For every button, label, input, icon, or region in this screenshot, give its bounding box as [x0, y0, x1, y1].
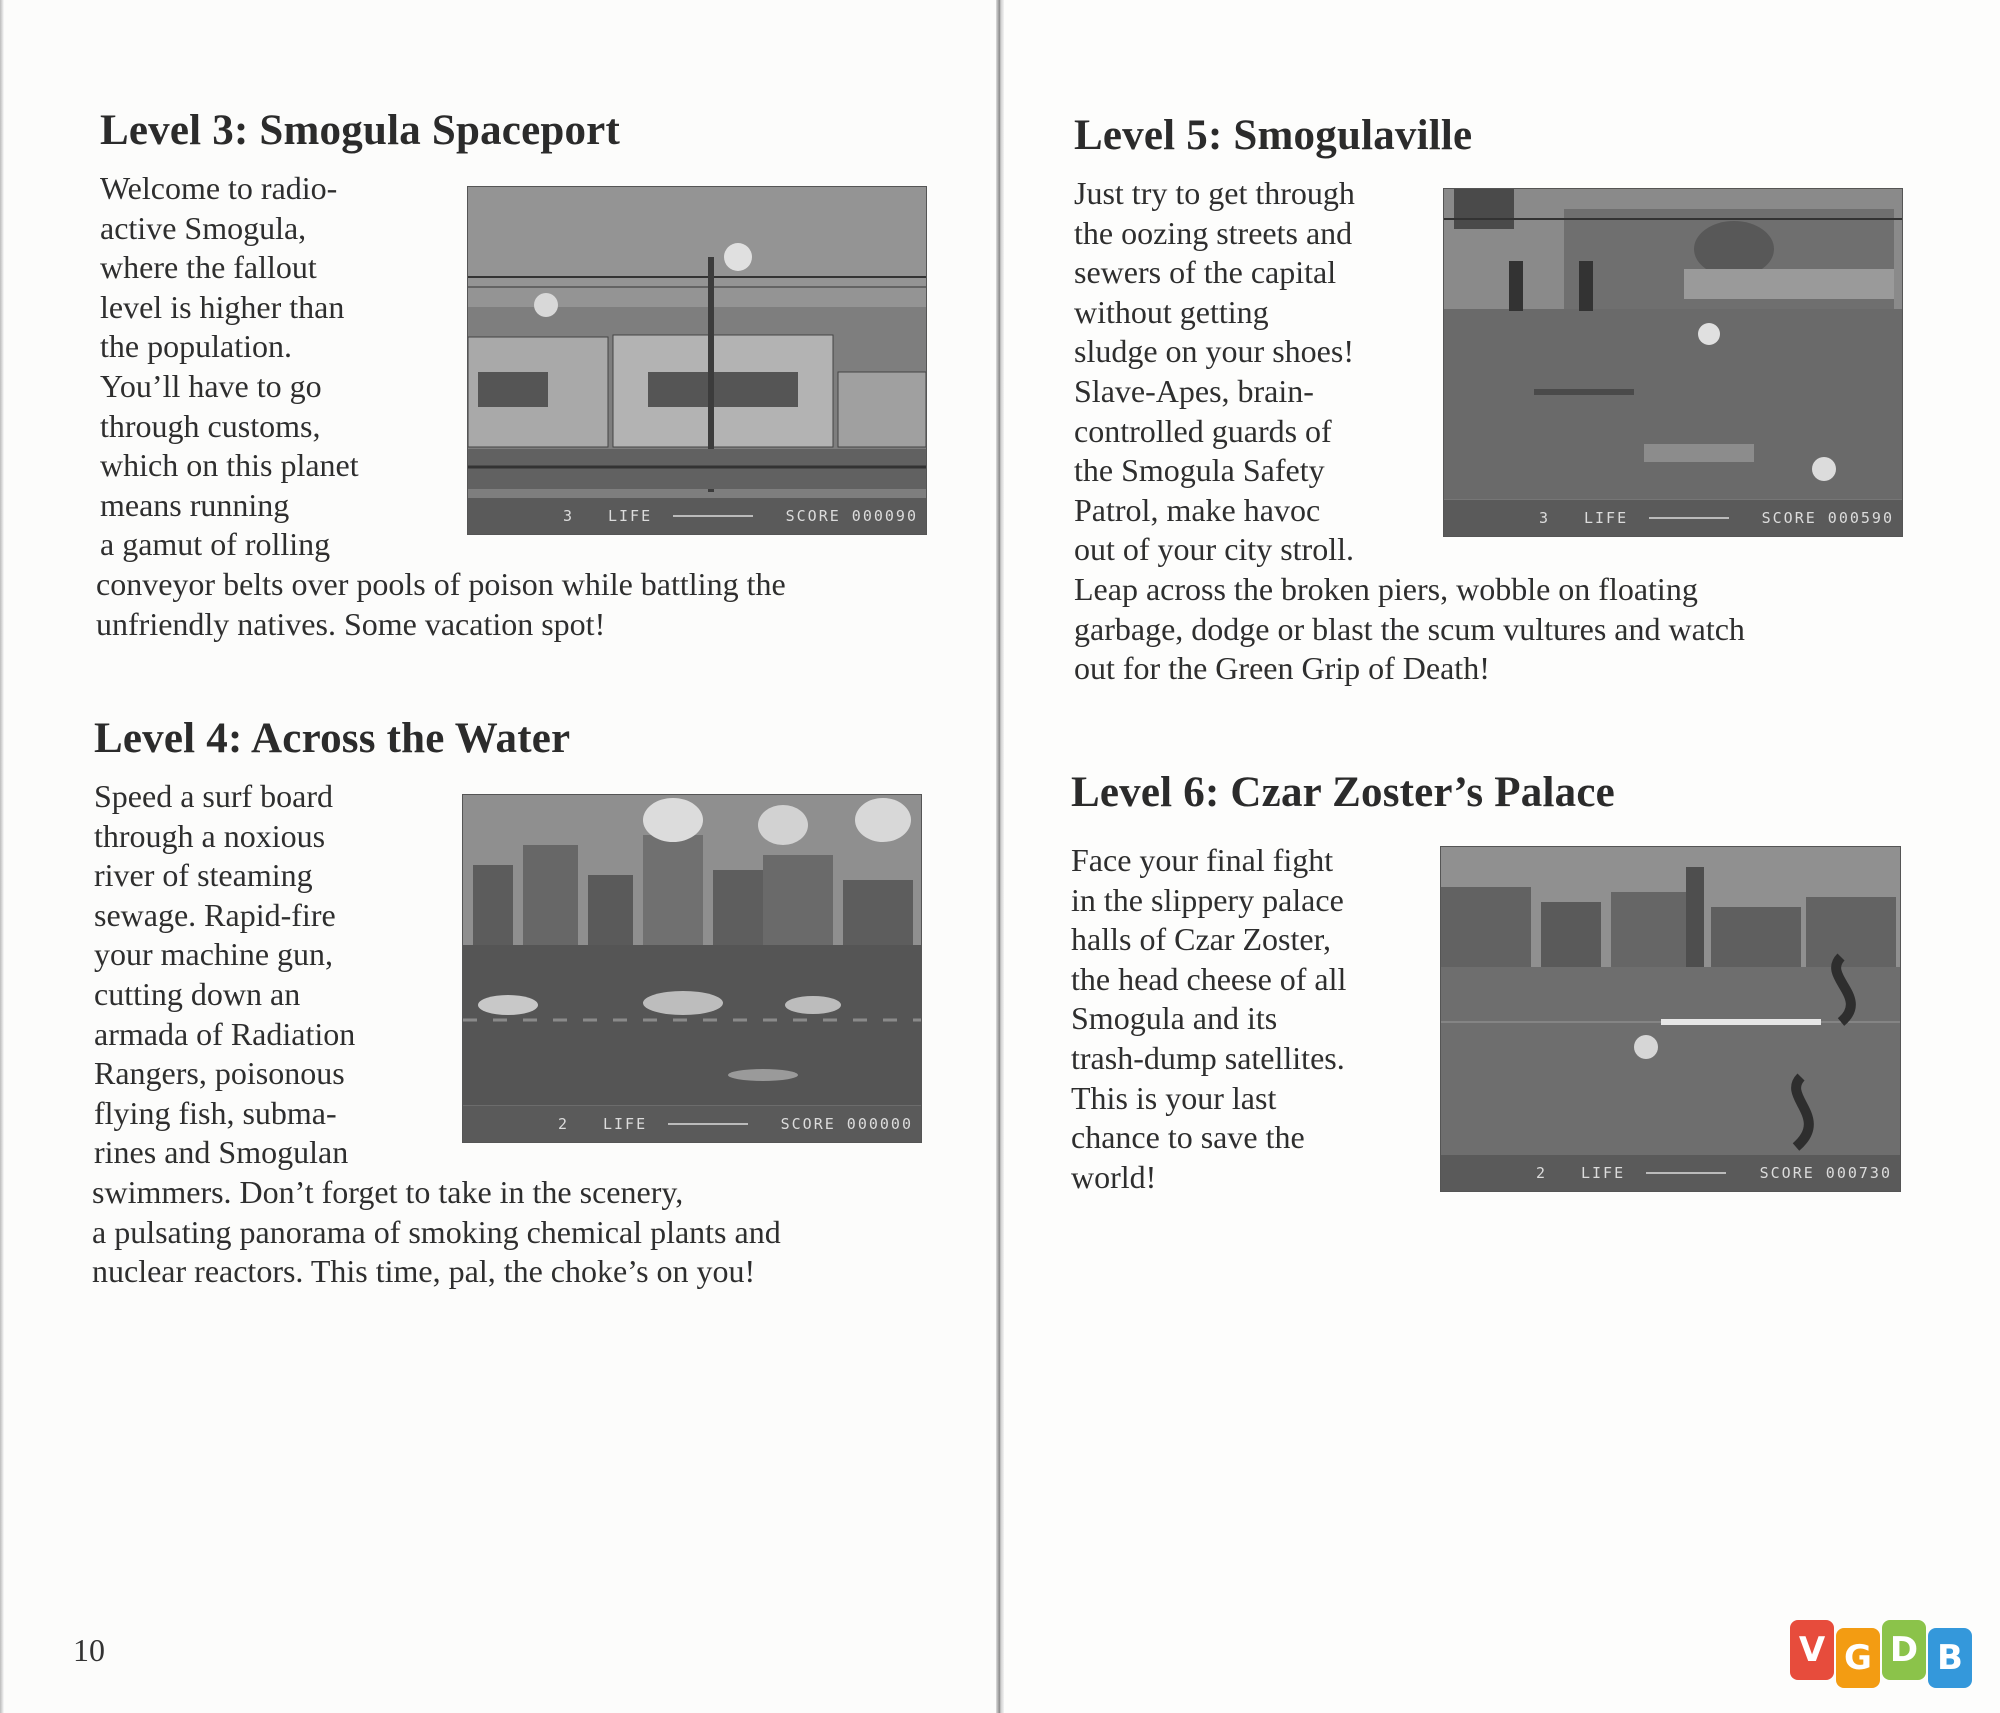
text-line: Leap across the broken piers, wobble on floating — [1074, 570, 1698, 607]
text-line: Patrol, make havoc — [1074, 491, 1321, 528]
screenshot-level-5 — [1443, 188, 1903, 537]
text-line: which on this planet — [100, 447, 359, 484]
lives-count: 3 — [1539, 509, 1551, 527]
text-line: Just try to get through — [1074, 175, 1355, 211]
section-title: Level 5: Smogulaville — [1074, 112, 1473, 159]
text-line: chance to save the — [1071, 1119, 1305, 1156]
text-line: through customs, — [100, 407, 321, 444]
text-line: nuclear reactors. This time, pal, the choke’s on you! — [92, 1253, 756, 1290]
game-hud — [463, 1106, 921, 1142]
text-line: Welcome to radio- — [100, 170, 338, 206]
text-line: through a noxious — [94, 817, 326, 854]
life-label: LIFE — [608, 507, 653, 525]
vgdb-letter-g: G — [1836, 1628, 1880, 1688]
game-hud — [468, 498, 926, 534]
palace-scene-image — [1441, 847, 1900, 1191]
vgdb-letter-v: V — [1790, 1620, 1834, 1680]
score-readout: SCORE 000000 — [780, 1115, 913, 1133]
life-bar — [668, 1123, 748, 1125]
book-fold — [996, 0, 1004, 1713]
text-line: swimmers. Don’t forget to take in the scenery, — [92, 1173, 684, 1210]
text-line: the head cheese of all — [1071, 960, 1347, 997]
text-line: world! — [1071, 1158, 1157, 1195]
text-line: your machine gun, — [94, 936, 334, 973]
river-scene-image — [463, 795, 921, 1142]
street-scene-image — [1444, 189, 1902, 536]
life-label: LIFE — [1584, 509, 1629, 527]
life-bar — [1646, 1172, 1726, 1174]
text-line: the oozing streets and — [1074, 214, 1353, 251]
score-readout: SCORE 000090 — [785, 507, 918, 525]
text-line: garbage, dodge or blast the scum vultures and watch — [1074, 610, 1745, 647]
lives-count: 3 — [563, 507, 575, 525]
text-line: in the slippery palace — [1071, 881, 1344, 918]
text-line: level is higher than — [100, 288, 345, 325]
text-line: a pulsating panorama of smoking chemical plants and — [92, 1213, 781, 1250]
text-line: trash-dump satellites. — [1071, 1039, 1345, 1076]
text-line: Slave-Apes, brain- — [1074, 372, 1314, 409]
section-title: Level 4: Across the Water — [94, 715, 571, 762]
text-line: without getting — [1074, 293, 1269, 330]
text-line: where the fallout — [100, 249, 317, 286]
train-scene-image — [468, 187, 926, 534]
text-line: sewers of the capital — [1074, 254, 1337, 291]
life-bar — [673, 515, 753, 517]
page-edge — [0, 0, 4, 1713]
score-readout: SCORE 000730 — [1759, 1164, 1892, 1182]
text-line: active Smogula, — [100, 209, 307, 246]
lives-count: 2 — [1536, 1164, 1548, 1182]
text-line: rines and Smogulan — [94, 1134, 349, 1171]
text-line: armada of Radiation — [94, 1015, 356, 1052]
text-line: means running — [100, 486, 290, 523]
section-title: Level 6: Czar Zoster’s Palace — [1071, 769, 1615, 816]
text-line: Speed a surf board — [94, 778, 334, 814]
text-line: You’ll have to go — [100, 367, 322, 404]
score-readout: SCORE 000590 — [1761, 509, 1894, 527]
text-line: Rangers, poisonous — [94, 1055, 345, 1092]
vgdb-letter-d: D — [1882, 1620, 1926, 1680]
game-hud — [1444, 500, 1902, 536]
screenshot-level-3 — [467, 186, 927, 535]
text-line: flying fish, subma- — [94, 1094, 337, 1131]
text-line: controlled guards of — [1074, 412, 1332, 449]
text-line: river of steaming — [94, 857, 313, 894]
text-line: out of your city stroll. — [1074, 531, 1354, 568]
text-line: a gamut of rolling — [100, 526, 331, 563]
page-number: 10 — [73, 1632, 105, 1668]
game-hud — [1441, 1155, 1900, 1191]
lives-count: 2 — [558, 1115, 570, 1133]
vgdb-watermark-logo — [1790, 1620, 1972, 1688]
text-line: out for the Green Grip of Death! — [1074, 650, 1490, 687]
text-line: This is your last — [1071, 1079, 1277, 1116]
life-label: LIFE — [603, 1115, 648, 1133]
vgdb-letter-b: B — [1928, 1628, 1972, 1688]
text-line: cutting down an — [94, 975, 301, 1012]
screenshot-level-6 — [1440, 846, 1901, 1192]
text-line: sludge on your shoes! — [1074, 333, 1354, 370]
text-line: the Smogula Safety — [1074, 452, 1325, 489]
life-bar — [1649, 517, 1729, 519]
screenshot-level-4 — [462, 794, 922, 1143]
text-line: unfriendly natives. Some vacation spot! — [96, 605, 606, 642]
text-line: halls of Czar Zoster, — [1071, 921, 1331, 958]
life-label: LIFE — [1581, 1164, 1626, 1182]
text-line: conveyor belts over pools of poison while battling the — [96, 565, 786, 602]
text-line: Face your final fight — [1071, 842, 1334, 878]
section-title: Level 3: Smogula Spaceport — [100, 107, 620, 154]
text-line: the population. — [100, 328, 292, 365]
text-line: Smogula and its — [1071, 1000, 1278, 1037]
text-line: sewage. Rapid-fire — [94, 896, 336, 933]
